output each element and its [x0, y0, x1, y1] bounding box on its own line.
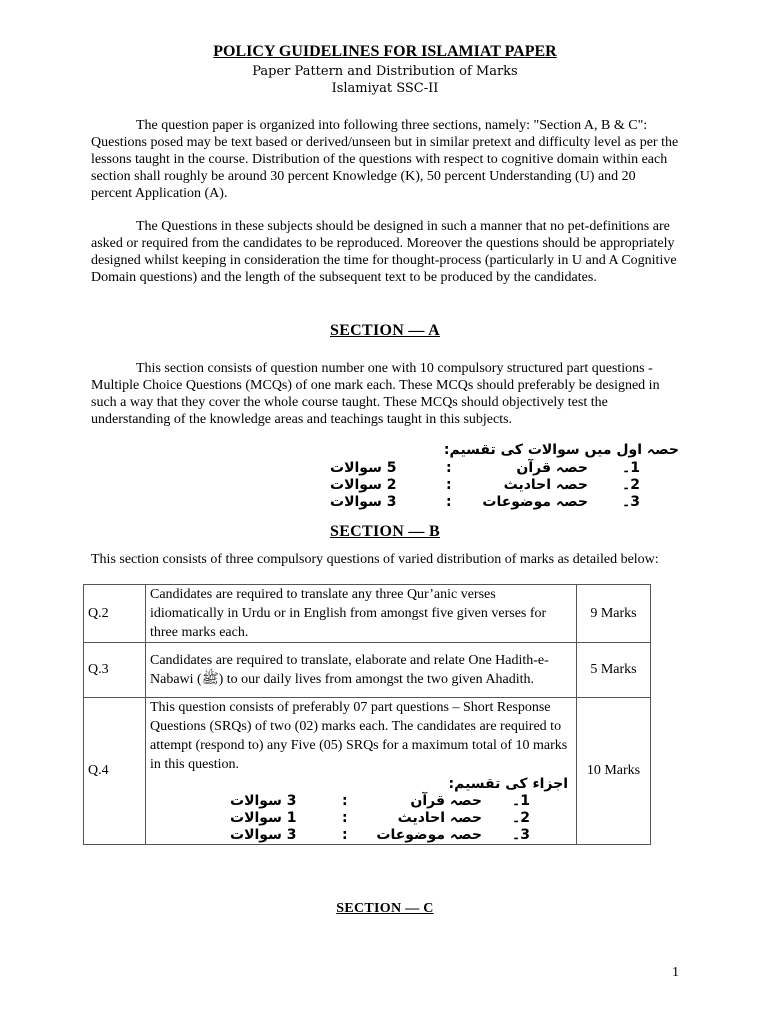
- question-description: Candidates are required to translate any three Qur’anic verses idiomatically in Urdu or in English from amongst five given verses for three marks each.: [146, 585, 577, 643]
- section-a-body: This section consists of question number one with 10 compulsory structured part questions - Multiple Choice Questions (MCQs) of one mark each. These MCQs should preferably be designed in such a way that they cover the whole course taught. These MCQs should objectively test the understanding of the knowledge areas and teachings taught in this subjects.: [91, 361, 660, 427]
- q4-urdu-row: [230, 792, 530, 810]
- document-subject: Islamiyat SSC-II: [331, 81, 439, 96]
- section-a-urdu-row: [330, 460, 640, 478]
- document-title: POLICY GUIDELINES FOR ISLAMIAT PAPER: [213, 43, 557, 60]
- row-number: 2۔: [622, 477, 640, 493]
- section-a-heading: SECTION — A: [330, 322, 440, 339]
- row-part: حصہ قرآن: [516, 460, 588, 476]
- table-row: [84, 585, 651, 643]
- row-colon: :: [342, 793, 348, 809]
- row-colon: :: [446, 494, 452, 510]
- row-number: 3۔: [622, 494, 640, 510]
- row-count: 3 سوالات: [230, 793, 297, 809]
- q4-urdu-heading: اجزاء کی تقسیم:: [448, 776, 568, 792]
- page-number: 1: [672, 965, 679, 980]
- document-subtitle: Paper Pattern and Distribution of Marks: [252, 64, 518, 79]
- row-number: 2۔: [512, 810, 530, 826]
- row-count: 1 سوالات: [230, 810, 297, 826]
- section-c-heading: SECTION — C: [336, 901, 434, 916]
- section-a-urdu-heading: حصہ اول میں سوالات کی تقسیم:: [443, 442, 679, 458]
- q4-urdu-row: [230, 809, 530, 827]
- row-count: 2 سوالات: [330, 477, 397, 493]
- row-count: 3 سوالات: [330, 494, 397, 510]
- marks-table: [83, 584, 651, 845]
- row-colon: :: [446, 460, 452, 476]
- question-description: This question consists of preferably 07 part questions – Short Response Questions (SRQs) of two (02) marks each. The candidates are required to attempt (respond to) any Five (05) SRQs for a maximum total of 10 marks in this question.: [150, 700, 568, 772]
- row-part: حصہ احادیث: [397, 810, 482, 826]
- question-marks: 9 Marks: [577, 585, 651, 643]
- question-marks: 5 Marks: [577, 643, 651, 698]
- question-number: Q.2: [84, 585, 146, 643]
- row-number: 1۔: [622, 460, 640, 476]
- section-a-urdu-row: [330, 477, 640, 495]
- question-number: Q.3: [84, 643, 146, 698]
- row-number: 1۔: [512, 793, 530, 809]
- row-colon: :: [342, 810, 348, 826]
- row-part: حصہ موضوعات: [376, 827, 482, 843]
- question-description-cell: [146, 698, 577, 845]
- intro-paragraph-2: The Questions in these subjects should be designed in such a manner that no pet-definitions are asked or required from the candidates to be reproduced. Moreover the questions should be appropriately designed whilst keeping in consideration the time for thought-process (particularly in U and A Cognitive Domain questions) and the length of the subsequent text to be produced by the candidates.: [91, 219, 677, 285]
- row-part: حصہ قرآن: [410, 793, 482, 809]
- table-row: [84, 643, 651, 698]
- row-part: حصہ احادیث: [503, 477, 588, 493]
- row-colon: :: [342, 827, 348, 843]
- section-a-urdu-row: [330, 494, 640, 512]
- row-colon: :: [446, 477, 452, 493]
- q4-urdu-block: [150, 774, 572, 844]
- question-description: Candidates are required to translate, elaborate and relate One Hadith-e-Nabawi (ﷺ) to our daily lives from amongst the two given Ahadith.: [146, 643, 577, 698]
- row-number: 3۔: [512, 827, 530, 843]
- table-row: [84, 698, 651, 845]
- row-count: 5 سوالات: [330, 460, 397, 476]
- section-b-heading: SECTION — B: [330, 523, 440, 540]
- question-number: Q.4: [84, 698, 146, 845]
- row-part: حصہ موضوعات: [482, 494, 588, 510]
- q4-urdu-row: [230, 826, 530, 844]
- intro-paragraph-1: The question paper is organized into following three sections, namely: "Section A, B & C": Questions posed may be text based or derived/unseen but in similar pretext and difficulty level as per the lessons taught in the course. Distribution of the questions with respect to cognitive domain within each section shall roughly be around 30 percent Knowledge (K), 50 percent Understanding (U) and 20 percent Application (A).: [91, 118, 679, 201]
- question-marks: 10 Marks: [577, 698, 651, 845]
- row-count: 3 سوالات: [230, 827, 297, 843]
- section-b-intro: This section consists of three compulsory questions of varied distribution of marks as detailed below:: [91, 552, 659, 567]
